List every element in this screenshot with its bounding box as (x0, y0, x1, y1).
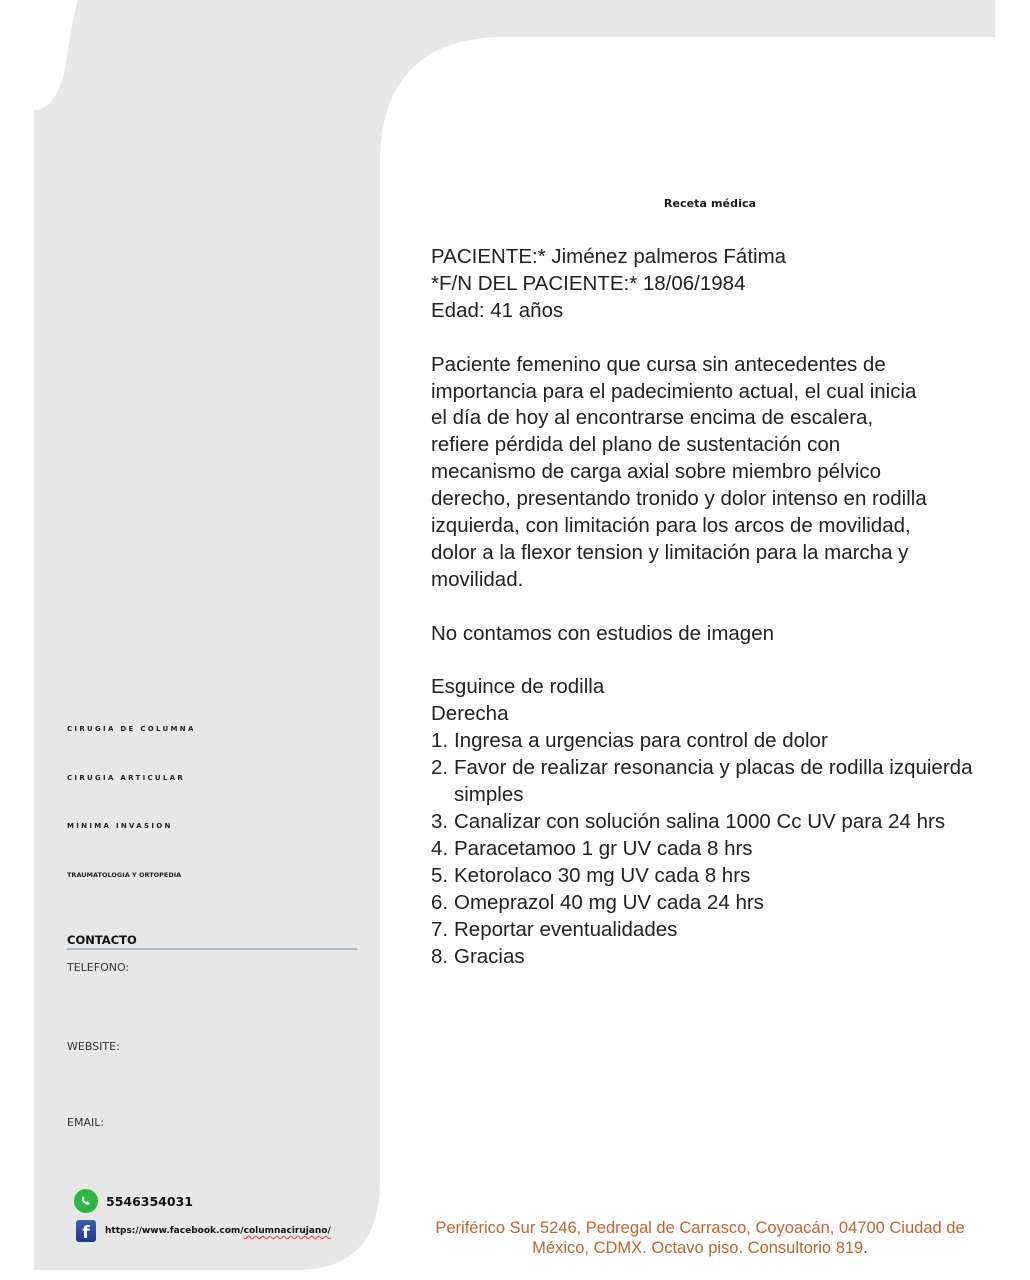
specialty-joint-surgery: CIRUGIA ARTICULAR (67, 774, 186, 782)
prescription-item (431, 863, 991, 890)
history-line: importancia para el padecimiento actual, el cual inicia (431, 379, 917, 403)
history-line: izquierda, con limitación para los arcos de movilidad, (431, 514, 911, 538)
phone-handset-icon (78, 1193, 94, 1209)
history-line: mecanismo de carga axial sobre miembro pélvico (431, 460, 882, 484)
whatsapp-phone[interactable]: 5546354031 (106, 1193, 193, 1209)
specialty-spine-surgery: CIRUGIA DE COLUMNA (67, 725, 196, 733)
history-line: refiere pérdida del plano de sustentación con (431, 433, 841, 457)
specialty-minimally-invasive: MINIMA INVASION (67, 822, 173, 830)
spacer (431, 594, 991, 621)
specialty-traumatology: TRAUMATOLOGIA Y ORTOPEDIA (67, 871, 182, 879)
facebook-link[interactable] (105, 1226, 331, 1236)
item-text: Canalizar con solución salina 1000 Cc UV para 24 hrs (454, 809, 946, 833)
contact-section (67, 933, 357, 1129)
prescription-item (431, 755, 991, 809)
item-number: 8. (431, 944, 449, 968)
item-number: 6. (431, 890, 449, 914)
address-line-2 (400, 1238, 1000, 1258)
history-line: dolor a la flexor tension y limitación para la marcha y (431, 540, 909, 564)
email-label: EMAIL: (67, 1116, 105, 1129)
prescription-item (431, 944, 991, 971)
facebook-url-prefix: https://www.facebook.com/ (105, 1226, 244, 1236)
diagnosis: Esguince de rodilla (431, 675, 605, 699)
whatsapp-row (74, 1189, 193, 1213)
address-period: . (863, 1239, 868, 1257)
phone-label: TELEFONO: (67, 961, 130, 974)
whatsapp-icon (74, 1189, 98, 1213)
item-number: 1. (431, 729, 449, 753)
prescription-item (431, 809, 991, 836)
website-label: WEBSITE: (67, 1040, 120, 1053)
history-line: movilidad. (431, 567, 524, 591)
prescription-list (431, 728, 991, 970)
address-line-1: Periférico Sur 5246, Pedregal de Carrasco, Coyoacán, 04700 Ciudad de (435, 1219, 965, 1237)
facebook-row (76, 1220, 331, 1242)
clinical-history (431, 352, 991, 594)
facebook-url-handle: columnacirujano/ (243, 1226, 331, 1236)
item-number: 5. (431, 863, 449, 887)
prescription-item (431, 917, 991, 944)
prescription-item (431, 836, 991, 863)
item-text: Ketorolaco 30 mg UV cada 8 hrs (454, 863, 751, 887)
item-number: 7. (431, 917, 449, 941)
item-text: Omeprazol 40 mg UV cada 24 hrs (454, 890, 764, 914)
item-text: Paracetamoo 1 gr UV cada 8 hrs (454, 836, 753, 860)
item-number: 3. (431, 809, 449, 833)
item-number: 4. (431, 836, 449, 860)
prescription-item (431, 890, 991, 917)
item-text: Reportar eventualidades (454, 917, 678, 941)
address-line-2-text: México, CDMX. Octavo piso. Consultorio 819 (532, 1239, 864, 1257)
facebook-icon: f (76, 1220, 96, 1242)
history-line: el día de hoy al encontrarse encima de escalera, (431, 406, 874, 430)
history-line: Paciente femenino que cursa sin antecedentes de (431, 352, 886, 376)
contact-title: CONTACTO (67, 933, 357, 950)
document-title: Receta médica (663, 197, 757, 210)
spacer (431, 325, 991, 352)
imaging-note: No contamos con estudios de imagen (431, 621, 775, 645)
spacer (431, 648, 991, 675)
prescription-item (431, 728, 991, 755)
patient-dob: *F/N DEL PACIENTE:* 18/06/1984 (431, 271, 746, 295)
prescription-body (431, 244, 991, 970)
patient-name: PACIENTE:* Jiménez palmeros Fátima (431, 245, 787, 268)
diagnosis-side: Derecha (431, 702, 509, 726)
item-text: Ingresa a urgencias para control de dolor (454, 729, 828, 753)
item-number: 2. (431, 756, 449, 780)
item-text: Favor de realizar resonancia y placas de rodilla izquierda simples (454, 756, 973, 807)
item-text: Gracias (454, 944, 525, 968)
history-line: derecho, presentando tronido y dolor intenso en rodilla (431, 487, 927, 511)
patient-age: Edad: 41 años (431, 298, 564, 322)
clinic-address (400, 1218, 1000, 1258)
